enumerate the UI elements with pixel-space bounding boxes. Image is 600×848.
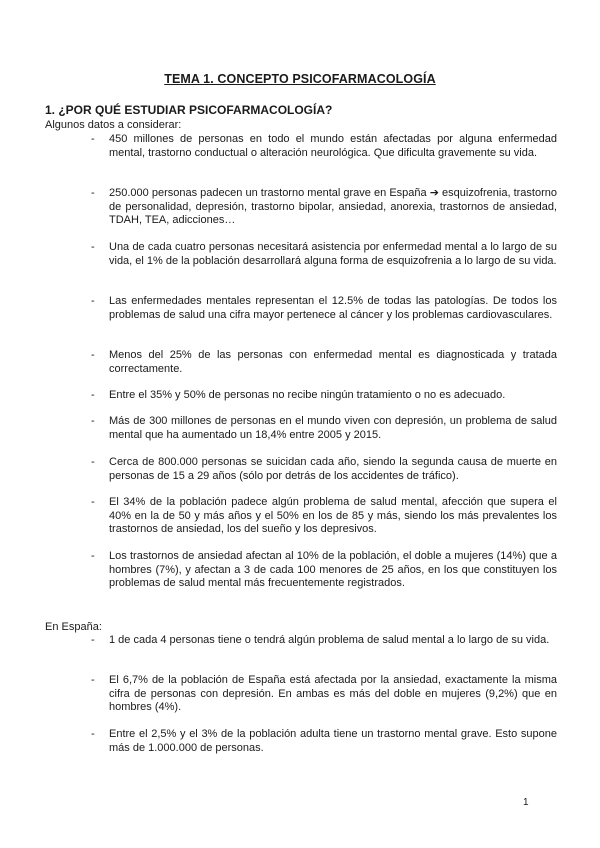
list-item-text: Entre el 35% y 50% de personas no recibe ningún tratamiento o no es adecuado. xyxy=(109,389,506,401)
list-item-text: Las enfermedades mentales representan el 12.5% de todas las patologías. De todos los problemas de salud una cifra mayor pertenece al cáncer y los problemas cardiovasculares. xyxy=(109,295,557,321)
list-item xyxy=(91,295,557,322)
bullet-marker: - xyxy=(91,550,95,562)
list-item-text: 1 de cada 4 personas tiene o tendrá algún problema de salud mental a lo largo de su vida. xyxy=(109,634,550,646)
bullet-marker: - xyxy=(91,133,95,145)
list-item-text: Entre el 2,5% y el 3% de la población adulta tiene un trastorno mental grave. Esto supone más de 1.000.000 de personas. xyxy=(109,728,557,754)
bullet-marker: - xyxy=(91,728,95,740)
bullet-marker: - xyxy=(91,295,95,307)
bullet-marker: - xyxy=(91,187,95,199)
list-item xyxy=(91,496,557,537)
list-item-text: Los trastornos de ansiedad afectan al 10% de la población, el doble a mujeres (14%) que a hombres (7%), y afectan a 3 de cada 100 menores de 25 años, en los que constituyen los problemas de salud mental más frecuentemente registrados. xyxy=(109,550,557,589)
list-item xyxy=(91,728,557,755)
bullet-marker: - xyxy=(91,349,95,361)
list-item xyxy=(91,634,557,648)
list-item-text: Menos del 25% de las personas con enfermedad mental es diagnosticada y tratada correctamente. xyxy=(109,349,557,375)
list-item xyxy=(91,241,557,268)
list-item-text: Más de 300 millones de personas en el mundo viven con depresión, un problema de salud mental que ha aumentado un 18,4% entre 2005 y 2015. xyxy=(109,415,557,441)
list-item-text: Una de cada cuatro personas necesitará asistencia por enfermedad mental a lo largo de su vida, el 1% de la población desarrollará alguna forma de esquizofrenia a lo largo de su vida. xyxy=(109,241,557,267)
list-item xyxy=(91,187,557,228)
list-item xyxy=(91,133,557,160)
list-item xyxy=(91,456,557,483)
bullet-marker: - xyxy=(91,496,95,508)
bullet-marker: - xyxy=(91,389,95,401)
list-item-text: El 6,7% de la población de España está afectada por la ansiedad, exactamente la misma cifra de personas con depresión. En ambas es más del doble en mujeres (9,2%) que en hombres (4%). xyxy=(109,674,557,713)
list-item xyxy=(91,349,557,376)
intro-text: Algunos datos a considerar: xyxy=(45,119,182,131)
list-item-text: 450 millones de personas en todo el mundo están afectadas por alguna enfermedad mental, trastorno conductual o alteración neurológica. Que dificulta gravemente su vida. xyxy=(109,133,557,159)
list-item xyxy=(91,674,557,715)
bullet-marker: - xyxy=(91,456,95,468)
bullet-marker: - xyxy=(91,415,95,427)
list-item xyxy=(91,389,557,403)
list-item-text: El 34% de la población padece algún problema de salud mental, afección que supera el 40% en la de 50 y más años y el 50% en los de 85 y más, siendo los más prevalentes los trastornos de ansiedad, los del sueño y los depresivos. xyxy=(109,496,557,535)
page-number: 1 xyxy=(523,797,529,808)
bullet-marker: - xyxy=(91,241,95,253)
page-title: TEMA 1. CONCEPTO PSICOFARMACOLOGÍA xyxy=(164,72,436,86)
bullet-marker: - xyxy=(91,674,95,686)
section-heading: 1. ¿POR QUÉ ESTUDIAR PSICOFARMACOLOGÍA? xyxy=(45,103,333,117)
list-item-text: Cerca de 800.000 personas se suicidan cada año, siendo la segunda causa de muerte en personas de 15 a 29 años (sólo por detrás de los accidentes de tráfico). xyxy=(109,456,557,482)
list-item-text: 250.000 personas padecen un trastorno mental grave en España ➔ esquizofrenia, trastorno de personalidad, depresión, trastorno bipolar, ansiedad, anorexia, trastornos de ansiedad, TDAH, TEA, adicciones… xyxy=(109,187,557,226)
bullet-marker: - xyxy=(91,634,95,646)
spain-intro-text: En España: xyxy=(45,621,102,633)
list-item xyxy=(91,550,557,591)
list-item xyxy=(91,415,557,442)
